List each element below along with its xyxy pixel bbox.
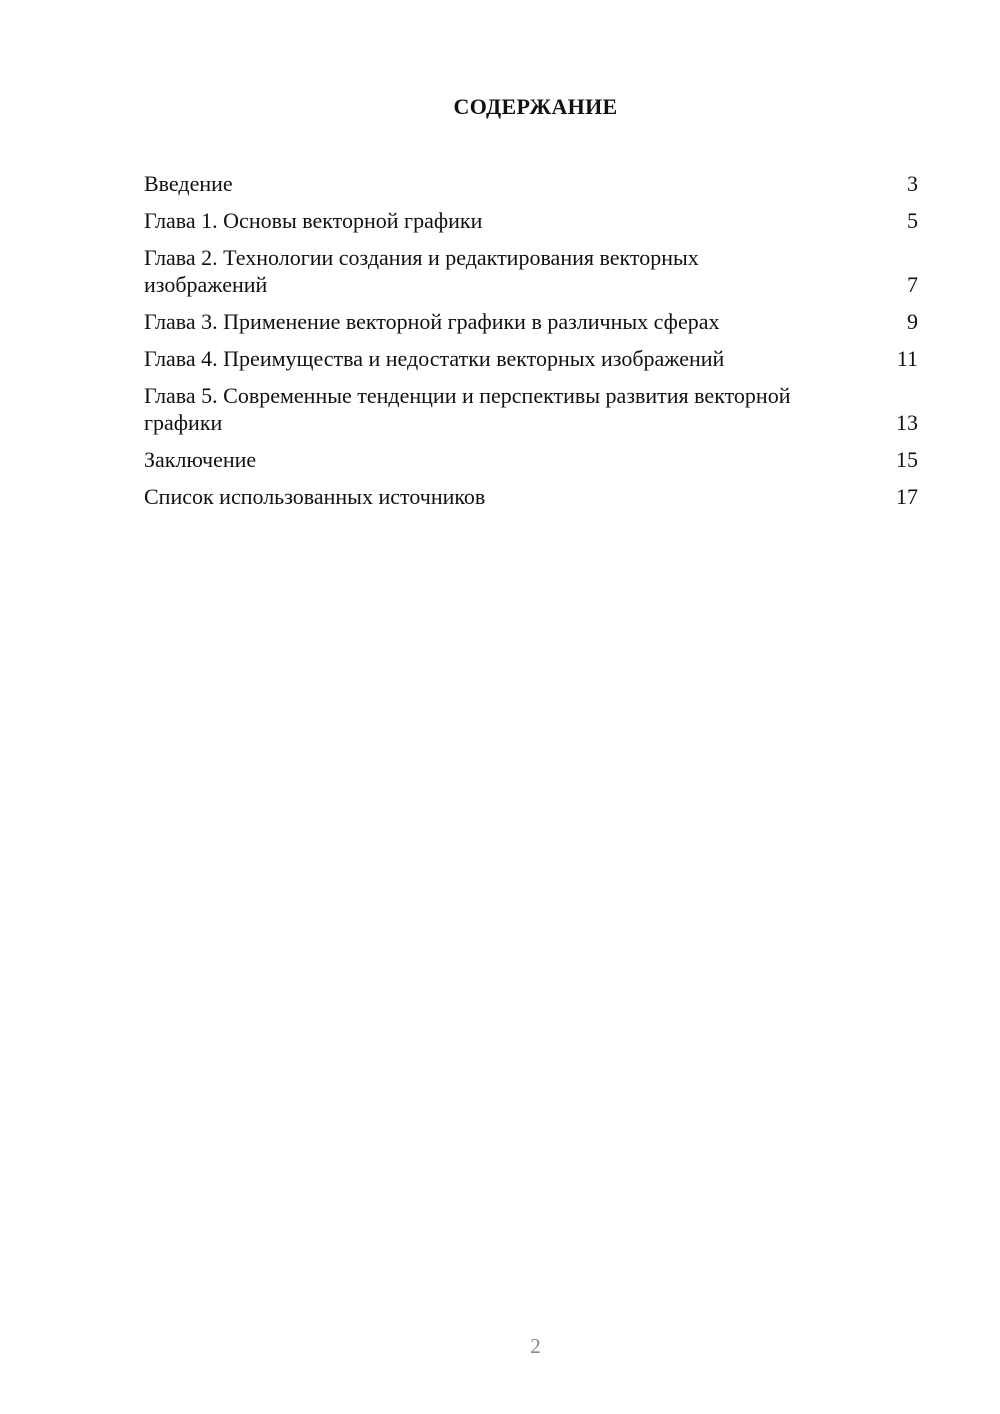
toc-entry-introduction	[144, 170, 918, 197]
toc-entry-chapter-2	[144, 244, 918, 298]
toc-entry-chapter-4	[144, 345, 918, 372]
toc-entry-label: Глава 2. Технологии создания и редактирования векторных изображений	[144, 245, 699, 297]
toc-entry-chapter-3	[144, 308, 918, 335]
toc-entry-page: 9	[907, 309, 918, 334]
toc-entry-page: 11	[896, 346, 918, 371]
toc-entry-label: Список использованных источников	[144, 484, 486, 509]
table-of-contents	[144, 170, 918, 520]
toc-entry-label: Глава 5. Современные тенденции и перспективы развития векторной графики	[144, 383, 791, 435]
toc-entry-page: 7	[907, 272, 918, 297]
toc-entry-chapter-5	[144, 382, 918, 436]
toc-entry-conclusion	[144, 446, 918, 473]
toc-entry-page: 13	[896, 410, 918, 435]
page-title: СОДЕРЖАНИЕ	[453, 94, 618, 119]
toc-entry-page: 3	[907, 171, 918, 196]
toc-entry-page: 17	[896, 484, 918, 509]
toc-entry-label: Глава 1. Основы векторной графики	[144, 208, 483, 233]
toc-entry-references	[144, 483, 918, 510]
toc-entry-chapter-1	[144, 207, 918, 234]
toc-entry-page: 5	[907, 208, 918, 233]
toc-entry-label: Глава 3. Применение векторной графики в различных сферах	[144, 309, 720, 334]
toc-entry-label: Введение	[144, 171, 233, 196]
page-number: 2	[530, 1334, 541, 1358]
toc-entry-label: Глава 4. Преимущества и недостатки векторных изображений	[144, 346, 725, 371]
toc-entry-page: 15	[896, 447, 918, 472]
toc-entry-label: Заключение	[144, 447, 257, 472]
